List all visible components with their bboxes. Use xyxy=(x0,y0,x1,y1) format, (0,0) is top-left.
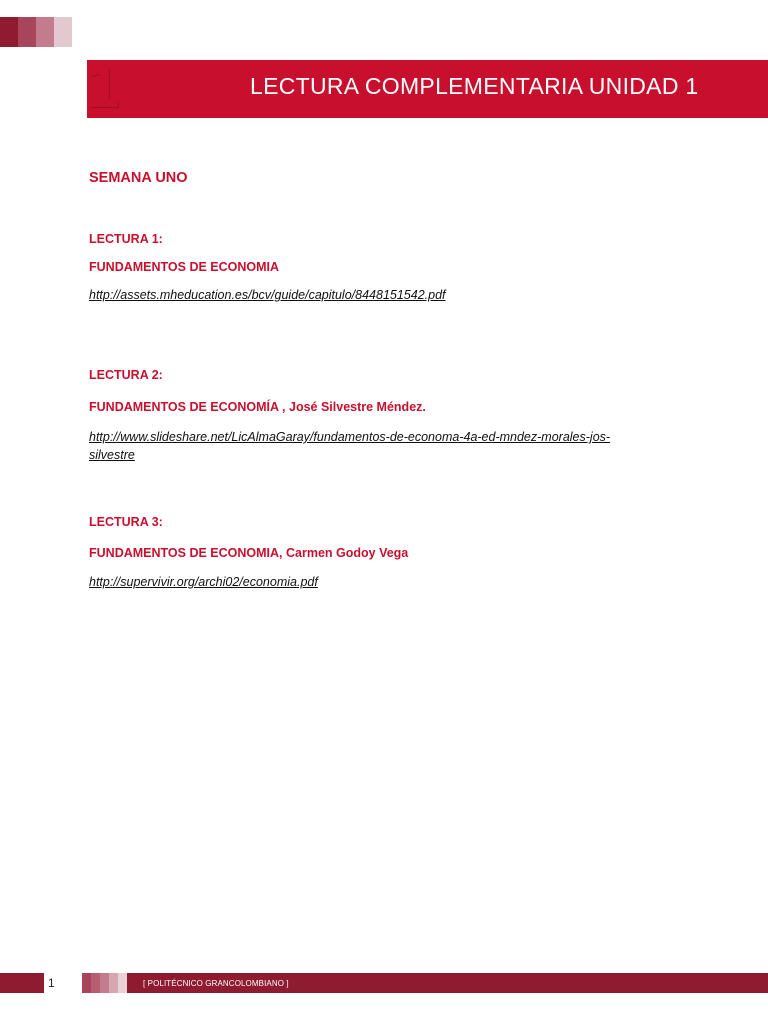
decor-square xyxy=(54,17,72,47)
footer-square xyxy=(109,973,118,993)
reading-title: FUNDAMENTOS DE ECONOMIA, Carmen Godoy Vega xyxy=(89,546,409,560)
reading-title: FUNDAMENTOS DE ECONOMÍA , José Silvestre Méndez. xyxy=(89,400,426,414)
reading-1 xyxy=(89,231,689,304)
page-title: LECTURA COMPLEMENTARIA UNIDAD 1 xyxy=(250,73,699,99)
footer-square xyxy=(82,973,91,993)
decor-square xyxy=(36,17,54,47)
header-banner xyxy=(84,57,768,120)
footer-square xyxy=(100,973,109,993)
reading-link-line[interactable]: silvestre xyxy=(89,448,135,462)
decor-square xyxy=(0,17,18,47)
footer-institution: [ POLITÉCNICO GRANCOLOMBIANO ] xyxy=(143,978,289,988)
reading-link-line[interactable]: http://www.slideshare.net/LicAlmaGaray/fundamentos-de-economa-4a-ed-mndez-morales-jos- xyxy=(89,430,611,444)
reading-link[interactable]: http://assets.mheducation.es/bcv/guide/capitulo/8448151542.pdf xyxy=(89,288,446,302)
section-title: SEMANA UNO xyxy=(89,170,188,186)
footer-left-bar xyxy=(0,973,44,993)
footer-bar xyxy=(82,973,768,993)
decor-square xyxy=(18,17,36,47)
reading-link[interactable]: http://supervivir.org/archi02/economia.pdf xyxy=(89,575,318,589)
reading-label: LECTURA 3: xyxy=(89,515,163,529)
reading-2 xyxy=(89,367,689,464)
reading-label: LECTURA 1: xyxy=(89,232,163,246)
reading-title: FUNDAMENTOS DE ECONOMIA xyxy=(89,260,280,274)
reading-link[interactable] xyxy=(89,428,689,464)
header-decoration xyxy=(0,17,72,47)
reading-3 xyxy=(89,514,689,591)
footer-square xyxy=(118,973,127,993)
footer-square xyxy=(91,973,100,993)
reading-label: LECTURA 2: xyxy=(89,368,163,382)
page-number: 1 xyxy=(48,976,55,990)
chapter-number: 1 xyxy=(84,57,122,120)
